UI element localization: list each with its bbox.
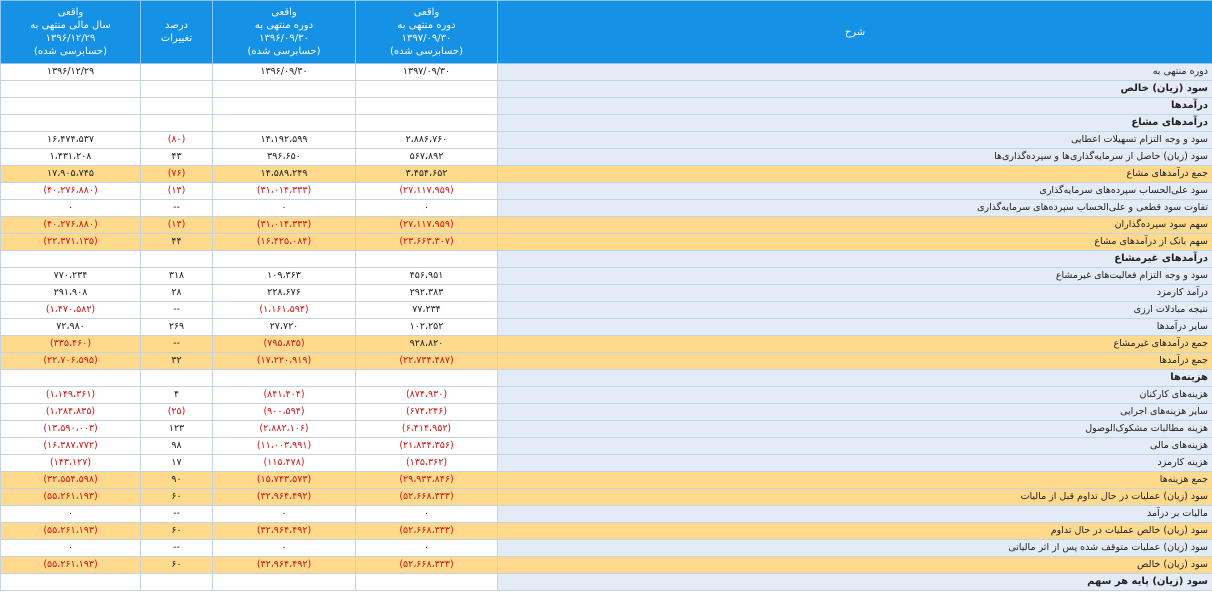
table-row (1, 506, 1212, 523)
table-header-row (1, 1, 1212, 64)
annual-cell: ۰ (1, 200, 141, 217)
row-description: سود (زیان) خالص (498, 81, 1212, 98)
row-description: هزینه‌ها (498, 370, 1212, 387)
change-cell (141, 98, 213, 115)
prev-period-cell: (۱۵،۷۴۳،۵۷۳) (213, 472, 356, 489)
change-cell: ۱۲۳ (141, 421, 213, 438)
header-curr: واقعی دوره منتهی به ۱۳۹۷/۰۹/۳۰ (حسابرسی شده) (356, 1, 498, 64)
row-description: سود علی‌الحساب سپرده‌های سرمایه‌گذاری (498, 183, 1212, 200)
annual-cell: (۱۴۳،۱۲۷) (1, 455, 141, 472)
annual-cell: (۱۳،۵۹۰،۰۰۳) (1, 421, 141, 438)
prev-period-cell: (۹۰۰،۵۹۴) (213, 404, 356, 421)
total-row (1, 166, 1212, 183)
prev-period-cell: (۱۱،۰۰۳،۹۹۱) (213, 438, 356, 455)
table-row (1, 302, 1212, 319)
row-description: هزینه‌های مالی (498, 438, 1212, 455)
prev-period-cell: (۳۲،۹۶۴،۴۹۲) (213, 557, 356, 574)
section-header-row (1, 251, 1212, 268)
header-change: درصد تغییرات (141, 1, 213, 64)
total-row (1, 217, 1212, 234)
prev-period-cell: ۳۹۶،۶۵۰ (213, 149, 356, 166)
prev-period-cell: (۳۲،۹۶۴،۴۹۲) (213, 523, 356, 540)
curr-period-cell: ۱۳۹۷/۰۹/۳۰ (356, 64, 498, 81)
curr-period-cell: (۶،۴۱۴،۹۵۲) (356, 421, 498, 438)
row-description: درآمدهای مشاع (498, 115, 1212, 132)
annual-cell (1, 370, 141, 387)
curr-period-cell: ۱۰۲،۲۵۲ (356, 319, 498, 336)
prev-period-cell: (۱،۱۶۱،۵۹۴) (213, 302, 356, 319)
change-cell: -- (141, 506, 213, 523)
section-header-row (1, 370, 1212, 387)
table-row (1, 149, 1212, 166)
prev-period-cell: (۲،۸۸۲،۱۰۶) (213, 421, 356, 438)
annual-cell: (۲۲،۳۷۱،۱۳۵) (1, 234, 141, 251)
total-row (1, 234, 1212, 251)
change-cell (141, 81, 213, 98)
curr-period-cell (356, 81, 498, 98)
change-cell (141, 251, 213, 268)
curr-period-cell: (۲۲،۷۳۴،۴۸۷) (356, 353, 498, 370)
change-cell (141, 115, 213, 132)
table-row (1, 387, 1212, 404)
row-description: جمع هزینه‌ها (498, 472, 1212, 489)
prev-period-cell: ۰ (213, 540, 356, 557)
table-body (1, 64, 1212, 591)
change-cell: ۹۰ (141, 472, 213, 489)
curr-period-cell: ۷۷،۲۳۴ (356, 302, 498, 319)
prev-period-cell (213, 574, 356, 591)
annual-cell: ۱،۴۳۱،۲۰۸ (1, 149, 141, 166)
total-row (1, 336, 1212, 353)
prev-period-cell: ۰ (213, 200, 356, 217)
change-cell: -- (141, 540, 213, 557)
table-row (1, 421, 1212, 438)
total-row (1, 353, 1212, 370)
annual-cell: (۳۳۵،۴۶۰) (1, 336, 141, 353)
row-description: هزینه مطالبات مشکوک‌الوصول (498, 421, 1212, 438)
change-cell: (۱۳) (141, 217, 213, 234)
prev-period-cell (213, 370, 356, 387)
row-description: سود (زیان) پایه هر سهم (498, 574, 1212, 591)
section-header-row (1, 81, 1212, 98)
annual-cell: (۲۲،۷۰۶،۵۹۵) (1, 353, 141, 370)
prev-period-cell: ۱۰۹،۳۶۳ (213, 268, 356, 285)
annual-cell: ۷۲،۹۸۰ (1, 319, 141, 336)
curr-period-cell (356, 115, 498, 132)
annual-cell (1, 81, 141, 98)
table-row (1, 132, 1212, 149)
table-row (1, 64, 1212, 81)
curr-period-cell: (۲۹،۹۳۳،۸۴۶) (356, 472, 498, 489)
annual-cell: (۱،۲۸۴،۸۳۵) (1, 404, 141, 421)
annual-cell (1, 251, 141, 268)
prev-period-cell: (۳۱،۰۱۴،۳۳۳) (213, 183, 356, 200)
prev-period-cell: (۱۱۵،۴۷۸) (213, 455, 356, 472)
prev-period-cell: ۱۴،۵۸۹،۲۴۹ (213, 166, 356, 183)
row-description: سود (زیان) حاصل از سرمایه‌گذاری‌ها و سپرده‌گذاری‌ها (498, 149, 1212, 166)
annual-cell: ۰ (1, 506, 141, 523)
curr-period-cell: ۳،۴۵۴،۶۵۲ (356, 166, 498, 183)
change-cell: ۳۱۸ (141, 268, 213, 285)
annual-cell: (۴۰،۲۷۶،۸۸۰) (1, 183, 141, 200)
change-cell: ۴۳ (141, 149, 213, 166)
change-cell (141, 574, 213, 591)
change-cell: ۴۴ (141, 234, 213, 251)
row-description: جمع درآمدهای مشاع (498, 166, 1212, 183)
row-description: مالیات بر درآمد (498, 506, 1212, 523)
section-header-row (1, 98, 1212, 115)
row-description: جمع درآمدها (498, 353, 1212, 370)
curr-period-cell: ۴۵۶،۹۵۱ (356, 268, 498, 285)
curr-period-cell (356, 251, 498, 268)
annual-cell: ۲۹۱،۹۰۸ (1, 285, 141, 302)
change-cell: -- (141, 336, 213, 353)
row-description: درآمدها (498, 98, 1212, 115)
row-description: سود و وجه التزام تسهیلات اعطایی (498, 132, 1212, 149)
row-description: هزینه کارمزد (498, 455, 1212, 472)
curr-period-cell: (۵۲،۶۶۸،۳۳۳) (356, 489, 498, 506)
row-description: سود (زیان) عملیات متوقف شده پس از اثر مالیاتی (498, 540, 1212, 557)
curr-period-cell: (۲۷،۱۱۷،۹۵۹) (356, 217, 498, 234)
change-cell: ۶۰ (141, 557, 213, 574)
curr-period-cell: ۰ (356, 506, 498, 523)
curr-period-cell: ۵۶۷،۸۹۲ (356, 149, 498, 166)
curr-period-cell (356, 574, 498, 591)
change-cell (141, 64, 213, 81)
total-row (1, 472, 1212, 489)
curr-period-cell: (۸۷۴،۹۳۰) (356, 387, 498, 404)
table-row (1, 319, 1212, 336)
row-description: سود (زیان) عملیات در حال تداوم قبل از مالیات (498, 489, 1212, 506)
curr-period-cell: ۲۹۲،۳۸۳ (356, 285, 498, 302)
prev-period-cell: ۲۷،۷۲۰ (213, 319, 356, 336)
table-row (1, 540, 1212, 557)
annual-cell: (۱۶،۳۸۷،۷۷۲) (1, 438, 141, 455)
change-cell: ۱۷ (141, 455, 213, 472)
prev-period-cell: ۲۲۸،۶۷۶ (213, 285, 356, 302)
prev-period-cell: (۳۱،۰۱۴،۳۳۳) (213, 217, 356, 234)
annual-cell: ۷۷۰،۲۳۴ (1, 268, 141, 285)
prev-period-cell: ۰ (213, 506, 356, 523)
curr-period-cell: (۲۳،۶۶۳،۳۰۷) (356, 234, 498, 251)
row-description: سود (زیان) خالص عملیات در حال تداوم (498, 523, 1212, 540)
curr-period-cell: (۲۱،۸۳۴،۳۵۶) (356, 438, 498, 455)
curr-period-cell: (۶۷۴،۲۴۶) (356, 404, 498, 421)
annual-cell (1, 98, 141, 115)
prev-period-cell (213, 115, 356, 132)
curr-period-cell: ۰ (356, 200, 498, 217)
prev-period-cell: ۱۳۹۶/۰۹/۳۰ (213, 64, 356, 81)
curr-period-cell: (۵۲،۶۶۸،۳۳۳) (356, 523, 498, 540)
annual-cell: (۳۲،۵۵۴،۵۹۸) (1, 472, 141, 489)
annual-cell: (۵۵،۲۶۱،۱۹۳) (1, 557, 141, 574)
prev-period-cell: (۱۷،۲۲۰،۹۱۹) (213, 353, 356, 370)
prev-period-cell (213, 251, 356, 268)
row-description: سایر درآمدها (498, 319, 1212, 336)
prev-period-cell: (۳۲،۹۶۴،۴۹۲) (213, 489, 356, 506)
annual-cell: (۵۵،۲۶۱،۱۹۳) (1, 489, 141, 506)
prev-period-cell: (۸۴۱،۴۰۴) (213, 387, 356, 404)
change-cell (141, 370, 213, 387)
annual-cell: ۱۳۹۶/۱۲/۲۹ (1, 64, 141, 81)
annual-cell: (۱،۱۴۹،۳۶۱) (1, 387, 141, 404)
curr-period-cell (356, 98, 498, 115)
curr-period-cell: (۱۳۵،۳۶۲) (356, 455, 498, 472)
table-row (1, 404, 1212, 421)
row-description: نتیجه مبادلات ارزی (498, 302, 1212, 319)
row-description: دوره منتهی به (498, 64, 1212, 81)
change-cell: (۲۵) (141, 404, 213, 421)
table-row (1, 268, 1212, 285)
change-cell: (۸۰) (141, 132, 213, 149)
table-row (1, 455, 1212, 472)
row-description: درآمدهای غیرمشاع (498, 251, 1212, 268)
row-description: سایر هزینه‌های اجرایی (498, 404, 1212, 421)
annual-cell (1, 115, 141, 132)
section-header-row (1, 574, 1212, 591)
change-cell: -- (141, 200, 213, 217)
total-row (1, 557, 1212, 574)
total-row (1, 489, 1212, 506)
change-cell: ۴ (141, 387, 213, 404)
annual-cell: (۵۵،۲۶۱،۱۹۳) (1, 523, 141, 540)
row-description: سهم سود سپرده‌گذاران (498, 217, 1212, 234)
row-description: سود و وجه التزام فعالیت‌های غیرمشاع (498, 268, 1212, 285)
header-prev: واقعی دوره منتهی به ۱۳۹۶/۰۹/۳۰ (حسابرسی شده) (213, 1, 356, 64)
prev-period-cell: (۷۹۵،۸۳۵) (213, 336, 356, 353)
row-description: درآمد کارمزد (498, 285, 1212, 302)
change-cell: (۱۳) (141, 183, 213, 200)
table-row (1, 183, 1212, 200)
change-cell: ۲۸ (141, 285, 213, 302)
row-description: جمع درآمدهای غیرمشاع (498, 336, 1212, 353)
curr-period-cell: ۹۲۸،۸۲۰ (356, 336, 498, 353)
change-cell: -- (141, 302, 213, 319)
change-cell: ۲۶۹ (141, 319, 213, 336)
header-desc: شرح (498, 1, 1212, 64)
total-row (1, 523, 1212, 540)
change-cell: ۶۰ (141, 489, 213, 506)
prev-period-cell: (۱۶،۴۲۵،۰۸۴) (213, 234, 356, 251)
change-cell: ۳۲ (141, 353, 213, 370)
annual-cell: (۱،۴۷۰،۵۸۲) (1, 302, 141, 319)
prev-period-cell (213, 81, 356, 98)
annual-cell: ۱۷،۹۰۵،۷۴۵ (1, 166, 141, 183)
row-description: هزینه‌های کارکنان (498, 387, 1212, 404)
curr-period-cell (356, 370, 498, 387)
annual-cell: ۱۶،۴۷۴،۵۳۷ (1, 132, 141, 149)
change-cell: (۷۶) (141, 166, 213, 183)
header-annual: واقعی سال مالی منتهی به ۱۳۹۶/۱۲/۲۹ (حسابرسی شده) (1, 1, 141, 64)
table-row (1, 438, 1212, 455)
annual-cell: ۰ (1, 540, 141, 557)
prev-period-cell: ۱۴،۱۹۲،۵۹۹ (213, 132, 356, 149)
curr-period-cell: ۲،۸۸۶،۷۶۰ (356, 132, 498, 149)
row-description: سود (زیان) خالص (498, 557, 1212, 574)
section-header-row (1, 115, 1212, 132)
curr-period-cell: ۰ (356, 540, 498, 557)
curr-period-cell: (۵۲،۶۶۸،۳۳۳) (356, 557, 498, 574)
row-description: سهم بانک از درآمدهای مشاع (498, 234, 1212, 251)
change-cell: ۶۰ (141, 523, 213, 540)
change-cell: ۹۸ (141, 438, 213, 455)
prev-period-cell (213, 98, 356, 115)
table-row (1, 285, 1212, 302)
annual-cell (1, 574, 141, 591)
table-row (1, 200, 1212, 217)
row-description: تفاوت سود قطعی و علی‌الحساب سپرده‌های سرمایه‌گذاری (498, 200, 1212, 217)
curr-period-cell: (۲۷،۱۱۷،۹۵۹) (356, 183, 498, 200)
annual-cell: (۴۰،۲۷۶،۸۸۰) (1, 217, 141, 234)
